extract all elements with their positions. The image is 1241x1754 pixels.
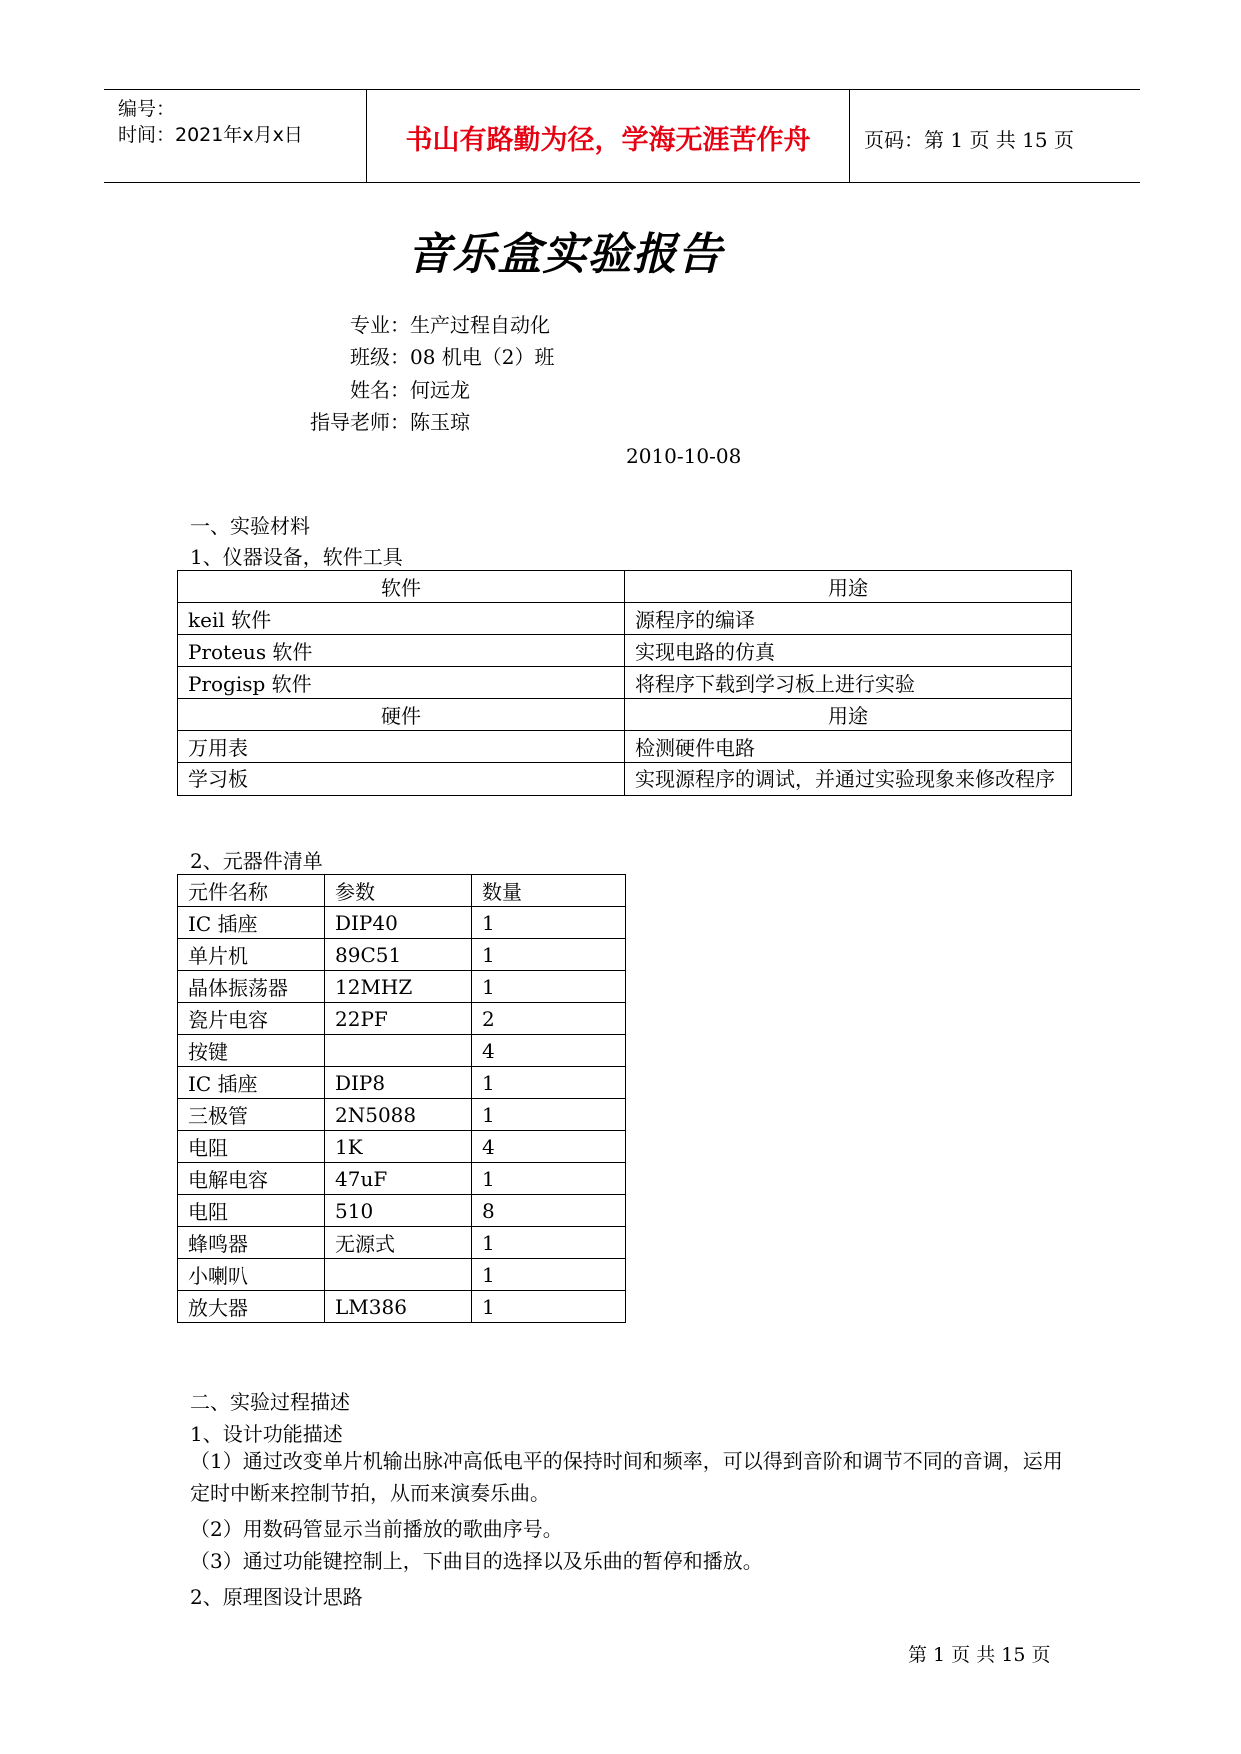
- table-header-cell: 数量: [472, 875, 626, 907]
- table-header-cell: 软件: [178, 571, 625, 603]
- table-row: [178, 699, 1072, 731]
- table-row: [178, 939, 626, 971]
- table-cell: 1K: [325, 1131, 472, 1163]
- section1-sub2: 2、元器件清单: [190, 849, 323, 873]
- table-cell: 源程序的编译: [625, 603, 1072, 635]
- table-cell: 12MHZ: [325, 971, 472, 1003]
- info-key: 姓名：: [350, 378, 410, 402]
- table-cell: 实现电路的仿真: [625, 635, 1072, 667]
- table-header-cell: 元件名称: [178, 875, 325, 907]
- table-cell: 三极管: [178, 1099, 325, 1131]
- table-cell: 检测硬件电路: [625, 731, 1072, 763]
- header-right-cell: [850, 90, 1140, 182]
- info-value: 何远龙: [410, 378, 470, 402]
- table-cell: 1: [472, 907, 626, 939]
- table-cell: 1: [472, 971, 626, 1003]
- table-cell: 1: [472, 1291, 626, 1323]
- table-cell: 电解电容: [178, 1163, 325, 1195]
- section1-sub1: 1、仪器设备，软件工具: [190, 545, 403, 569]
- info-value: 08 机电（2）班: [410, 345, 555, 369]
- header-page-info: 页码：第 1 页 共 15 页: [864, 128, 1074, 152]
- table-cell: 1: [472, 1067, 626, 1099]
- table-row: [178, 763, 1072, 796]
- number-label: 编号：: [118, 98, 176, 120]
- info-value: 生产过程自动化: [410, 313, 550, 337]
- table-cell: 蜂鸣器: [178, 1227, 325, 1259]
- info-key: 班级：: [350, 345, 410, 369]
- info-class: [300, 341, 555, 370]
- table-header-cell: 参数: [325, 875, 472, 907]
- parts-table: [177, 874, 626, 1323]
- table-cell: 电阻: [178, 1195, 325, 1227]
- section2-sub2: 2、原理图设计思路: [190, 1585, 363, 1609]
- page-footer: 第 1 页 共 15 页: [908, 1644, 1051, 1666]
- report-date: 2010-10-08: [626, 444, 742, 468]
- table-cell: Progisp 软件: [178, 667, 625, 699]
- document-title: 音乐盒实验报告: [407, 229, 723, 280]
- table-row: [178, 1259, 626, 1291]
- table-row: [178, 1003, 626, 1035]
- table-cell: 实现源程序的调试，并通过实验现象来修改程序: [625, 763, 1072, 796]
- table-row: [178, 731, 1072, 763]
- section2-sub1: 1、设计功能描述: [190, 1422, 343, 1446]
- table-cell: 1: [472, 1099, 626, 1131]
- table-row: [178, 1067, 626, 1099]
- table-row: [178, 1163, 626, 1195]
- table-cell: 学习板: [178, 763, 625, 796]
- table-cell: 单片机: [178, 939, 325, 971]
- table-cell: 4: [472, 1131, 626, 1163]
- table-header-cell: 硬件: [178, 699, 625, 731]
- table-cell: 小喇叭: [178, 1259, 325, 1291]
- table-cell: 2N5088: [325, 1099, 472, 1131]
- table-header-cell: 用途: [625, 571, 1072, 603]
- table-cell: 1: [472, 1259, 626, 1291]
- section2-paragraph-3: （3）通过功能键控制上，下曲目的选择以及乐曲的暂停和播放。: [190, 1549, 763, 1573]
- table-cell: IC 插座: [178, 907, 325, 939]
- header-left-cell: [104, 90, 367, 182]
- section2-heading: 二、实验过程描述: [190, 1390, 350, 1414]
- table-cell: 无源式: [325, 1227, 472, 1259]
- table-cell: LM386: [325, 1291, 472, 1323]
- table-cell: 将程序下载到学习板上进行实验: [625, 667, 1072, 699]
- table-cell: Proteus 软件: [178, 635, 625, 667]
- table-row: [178, 1035, 626, 1067]
- section2-paragraph-2: （2）用数码管显示当前播放的歌曲序号。: [190, 1517, 563, 1541]
- table-cell: 1: [472, 1163, 626, 1195]
- table-cell: 按键: [178, 1035, 325, 1067]
- section2-paragraph-1: （1）通过改变单片机输出脉冲高低电平的保持时间和频率，可以得到音阶和调节不同的音调，运用定时中断来控制节拍，从而来演奏乐曲。: [190, 1449, 1063, 1505]
- table-row: [178, 667, 1072, 699]
- header-motto: 书山有路勤为径，学海无涯苦作舟: [405, 125, 811, 156]
- table-cell: 89C51: [325, 939, 472, 971]
- table-cell: DIP8: [325, 1067, 472, 1099]
- table-cell: 电阻: [178, 1131, 325, 1163]
- table-cell: [325, 1259, 472, 1291]
- table-row: [178, 1099, 626, 1131]
- table-cell: 晶体振荡器: [178, 971, 325, 1003]
- info-key: 专业：: [350, 313, 410, 337]
- table-cell: 47uF: [325, 1163, 472, 1195]
- page-header: [104, 89, 1140, 183]
- table-row: [178, 875, 626, 907]
- info-teacher: [300, 406, 470, 435]
- table-row: [178, 603, 1072, 635]
- table-row: [178, 1131, 626, 1163]
- table-row: [178, 1227, 626, 1259]
- table-cell: 4: [472, 1035, 626, 1067]
- table-cell: 1: [472, 1227, 626, 1259]
- info-key: 指导老师：: [310, 410, 410, 434]
- table-cell: 1: [472, 939, 626, 971]
- table-header-cell: 用途: [625, 699, 1072, 731]
- table-cell: 放大器: [178, 1291, 325, 1323]
- table-row: [178, 571, 1072, 603]
- table-row: [178, 1195, 626, 1227]
- table-cell: 2: [472, 1003, 626, 1035]
- table-cell: [325, 1035, 472, 1067]
- table-row: [178, 635, 1072, 667]
- table-cell: keil 软件: [178, 603, 625, 635]
- time-label: 时间：2021年x月x日: [118, 124, 303, 146]
- table-cell: 8: [472, 1195, 626, 1227]
- info-major: [300, 309, 550, 338]
- table-row: [178, 971, 626, 1003]
- info-value: 陈玉琼: [410, 410, 470, 434]
- section1-heading: 一、实验材料: [190, 514, 310, 538]
- equipment-table: [177, 570, 1072, 796]
- table-row: [178, 907, 626, 939]
- table-cell: IC 插座: [178, 1067, 325, 1099]
- table-cell: 22PF: [325, 1003, 472, 1035]
- table-cell: 510: [325, 1195, 472, 1227]
- table-row: [178, 1291, 626, 1323]
- header-middle-cell: [367, 90, 850, 182]
- table-cell: DIP40: [325, 907, 472, 939]
- table-cell: 万用表: [178, 731, 625, 763]
- table-cell: 瓷片电容: [178, 1003, 325, 1035]
- info-name: [300, 374, 470, 403]
